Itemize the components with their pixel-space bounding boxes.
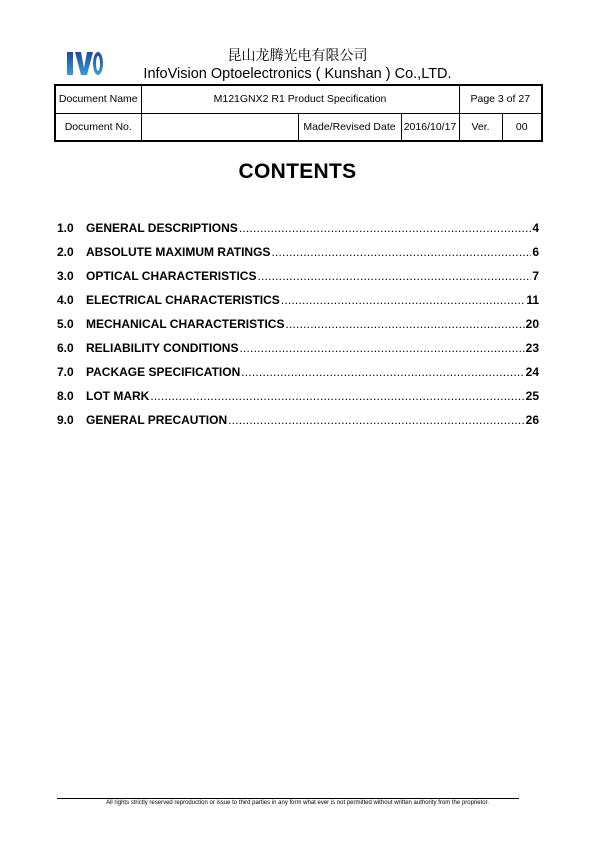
toc-page: 26 bbox=[525, 413, 539, 427]
toc-number: 1.0 bbox=[57, 221, 74, 235]
document-header-table bbox=[54, 84, 543, 142]
toc-page: 7 bbox=[532, 269, 539, 283]
toc-leader bbox=[271, 245, 531, 259]
toc-entry[interactable] bbox=[57, 389, 539, 413]
toc-entry[interactable] bbox=[57, 221, 539, 245]
toc-title: OPTICAL CHARACTERISTICS bbox=[86, 269, 257, 283]
toc-leader bbox=[239, 341, 524, 355]
toc-page: 25 bbox=[525, 389, 539, 403]
toc-title: GENERAL DESCRIPTIONS bbox=[86, 221, 238, 235]
toc-number: 4.0 bbox=[57, 293, 74, 307]
toc-entry[interactable] bbox=[57, 413, 539, 437]
toc-leader bbox=[281, 293, 526, 307]
toc-title: PACKAGE SPECIFICATION bbox=[86, 365, 241, 379]
toc-number: 5.0 bbox=[57, 317, 74, 331]
toc-number: 6.0 bbox=[57, 341, 74, 355]
toc-entry[interactable] bbox=[57, 245, 539, 269]
toc-number: 7.0 bbox=[57, 365, 74, 379]
toc-page: 11 bbox=[526, 293, 539, 307]
toc-page: 6 bbox=[532, 245, 539, 259]
toc-leader bbox=[241, 365, 524, 379]
revised-date-value: 2016/10/17 bbox=[401, 113, 459, 141]
toc-leader bbox=[285, 317, 524, 331]
document-name-label: Document Name bbox=[55, 85, 141, 113]
version-value: 00 bbox=[502, 113, 542, 141]
toc-entry[interactable] bbox=[57, 269, 539, 293]
toc-page: 4 bbox=[532, 221, 539, 235]
table-of-contents bbox=[57, 221, 539, 437]
page-number: Page 3 of 27 bbox=[459, 85, 542, 113]
toc-number: 2.0 bbox=[57, 245, 74, 259]
toc-leader bbox=[239, 221, 532, 235]
toc-page: 23 bbox=[525, 341, 539, 355]
toc-leader bbox=[257, 269, 531, 283]
company-name-chinese: 昆山龙腾光电有限公司 bbox=[227, 48, 368, 64]
revised-date-label: Made/Revised Date bbox=[298, 113, 401, 141]
document-no-value bbox=[141, 113, 298, 141]
toc-entry[interactable] bbox=[57, 293, 539, 317]
toc-page: 24 bbox=[525, 365, 539, 379]
company-name-english: InfoVision Optoelectronics ( Kunshan ) Co.,LTD. bbox=[143, 66, 452, 82]
version-label: Ver. bbox=[459, 113, 502, 141]
toc-entry[interactable] bbox=[57, 341, 539, 365]
document-name-value: M121GNX2 R1 Product Specification bbox=[141, 85, 459, 113]
toc-entry[interactable] bbox=[57, 317, 539, 341]
toc-number: 9.0 bbox=[57, 413, 74, 427]
toc-entry[interactable] bbox=[57, 365, 539, 389]
toc-title: LOT MARK bbox=[86, 389, 150, 403]
footer-disclaimer: All rights strictly reserved reproduction or issue to third parties in any form what ever is not permitted without written authority from the proprietor. bbox=[106, 800, 489, 806]
toc-leader bbox=[150, 389, 524, 403]
toc-title: MECHANICAL CHARACTERISTICS bbox=[86, 317, 285, 331]
toc-title: RELIABILITY CONDITIONS bbox=[86, 341, 239, 355]
page-title: CONTENTS bbox=[238, 160, 357, 183]
toc-leader bbox=[228, 413, 525, 427]
document-no-label: Document No. bbox=[55, 113, 141, 141]
toc-title: ABSOLUTE MAXIMUM RATINGS bbox=[86, 245, 271, 259]
toc-title: ELECTRICAL CHARACTERISTICS bbox=[86, 293, 280, 307]
footer-divider bbox=[57, 798, 519, 799]
toc-number: 8.0 bbox=[57, 389, 74, 403]
toc-page: 20 bbox=[525, 317, 539, 331]
toc-title: GENERAL PRECAUTION bbox=[86, 413, 228, 427]
toc-number: 3.0 bbox=[57, 269, 74, 283]
